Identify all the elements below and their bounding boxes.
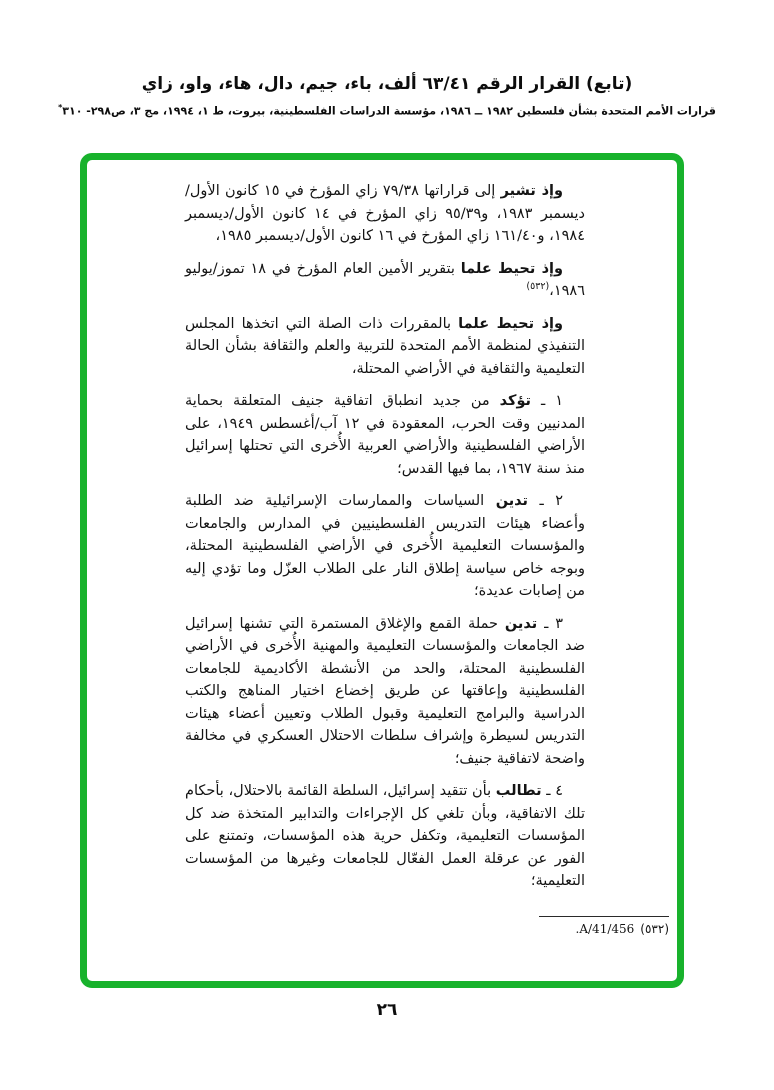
operative-paragraph-3 — [185, 613, 585, 771]
footnote-ref-number: (٥٣٢) — [526, 281, 550, 293]
footnote-line — [509, 922, 669, 936]
operative-paragraph-1 — [185, 390, 585, 480]
paragraph-lead: تطالب — [495, 783, 542, 799]
source-citation — [0, 103, 774, 118]
paragraph-number: ٢ ـ — [528, 493, 564, 509]
footnote-document-symbol: A/41/456. — [575, 922, 635, 936]
paragraph-text: إلى قراراتها ٧٩/٣٨ زاي المؤرخ في ١٥ كانون الأول/ديسمبر ١٩٨٣، و٩٥/٣٩ زاي المؤرخ في ١٤ كانون الأول/ديسمبر ١٩٨٤، و١٦١/٤٠ زاي المؤرخ في ١٦ كانون الأول/ديسمبر ١٩٨٥، — [185, 183, 586, 244]
resolution-title: (تابع) القرار الرقم ٦٣/٤١ ألف، باء، جيم، دال، هاء، واو، زاي — [141, 74, 633, 94]
footnote-ref-marker — [526, 283, 549, 299]
paragraph-text: بتقرير الأمين العام المؤرخ في ١٨ تموز/يوليو ١٩٨٦، — [185, 260, 585, 299]
paragraph-text: بالمقررات ذات الصلة التي اتخذها المجلس التنفيذي لمنظمة الأمم المتحدة للتربية والعلم والثقافة بشأن الحالة التعليمية والثقافية في الأراضي المحتلة، — [185, 315, 585, 377]
paragraph-text: من جديد انطباق اتفاقية جنيف المتعلقة بحماية المدنيين وقت الحرب، المعقودة في ١٢ آب/أغسطس ١٩٤٩، على الأراضي الفلسطينية والأراضي العربية الأُخرى التي تحتلها إسرائيل منذ سنة ١٩٦٧، بما فيها القدس؛ — [185, 393, 585, 477]
paragraph-lead: تؤكد — [499, 393, 531, 409]
preamble-paragraph — [185, 258, 585, 303]
page-number: ٢٦ — [376, 1000, 398, 1020]
paragraph-text: السياسات والممارسات الإسرائيلية ضد الطلبة وأعضاء هيئات التدريس الفلسطينيين في المدارس والجامعات والمؤسسات التعليمية الأُخرى في الأراضي الفلسطينية المحتلة، وبوجه خاص سياسة إطلاق النار على الطلاب العزّل وما تؤدي إليه من إصابات عديدة؛ — [185, 493, 585, 599]
source-note-mark: * — [58, 103, 63, 112]
resolution-text-column — [185, 180, 585, 903]
paragraph-lead: تدين — [495, 493, 529, 509]
source-citation-text: قرارات الأمم المتحدة بشأن فلسطين ١٩٨٢ ــ ١٩٨٦، مؤسسة الدراسات الفلسطينية، بيروت، ط ١، ١٩٩٤، مج ٣، ص٢٩٨- ٣١٠ — [62, 104, 716, 118]
footnote-separator — [539, 916, 669, 917]
paragraph-number: ٣ ـ — [537, 615, 563, 632]
footnote-number: (٥٣٢) — [640, 922, 669, 936]
paragraph-number: ١ ـ — [531, 393, 564, 409]
paragraph-lead: وإذ تحيط علما — [460, 260, 564, 277]
footnote-block — [509, 916, 669, 936]
operative-paragraph-4 — [185, 780, 585, 893]
preamble-paragraph — [185, 313, 585, 381]
preamble-paragraph — [185, 180, 585, 248]
operative-paragraph-2 — [185, 490, 585, 603]
paragraph-lead: تدين — [504, 615, 538, 632]
paragraph-lead: وإذ تحيط علما — [458, 315, 563, 332]
resolution-frame — [80, 153, 684, 988]
paragraph-number: ٤ ـ — [541, 783, 563, 799]
page-header — [0, 74, 774, 118]
paragraph-text: حملة القمع والإغلاق المستمرة التي تشنها إسرائيل ضد الجامعات والمؤسسات التعليمية والمهنية الأُخرى في الأراضي الفلسطينية المحتلة، والحد من الأنشطة الأكاديمية للجامعات الفلسطينية وإعاقتها عن طريق إخضاع اختيار المناهج والكتب الدراسية والبرامج التعليمية وقبول الطلاب وتعيين أعضاء هيئات التدريس لسيطرة وإشراف سلطات الاحتلال العسكري في مخالفة واضحة لاتفاقية جنيف؛ — [185, 615, 585, 767]
paragraph-text: بأن تتقيد إسرائيل، السلطة القائمة بالاحتلال، بأحكام تلك الاتفاقية، وبأن تلغي كل الإجراءات والتدابير المتخذة ضد كل المؤسسات التعليمية، وتكفل حرية هذه المؤسسات، وتمتنع على الفور عن عرقلة العمل الفعّال للجامعات وغيرها من المؤسسات التعليمية؛ — [185, 783, 585, 889]
paragraph-lead: وإذ تشير — [500, 183, 563, 199]
